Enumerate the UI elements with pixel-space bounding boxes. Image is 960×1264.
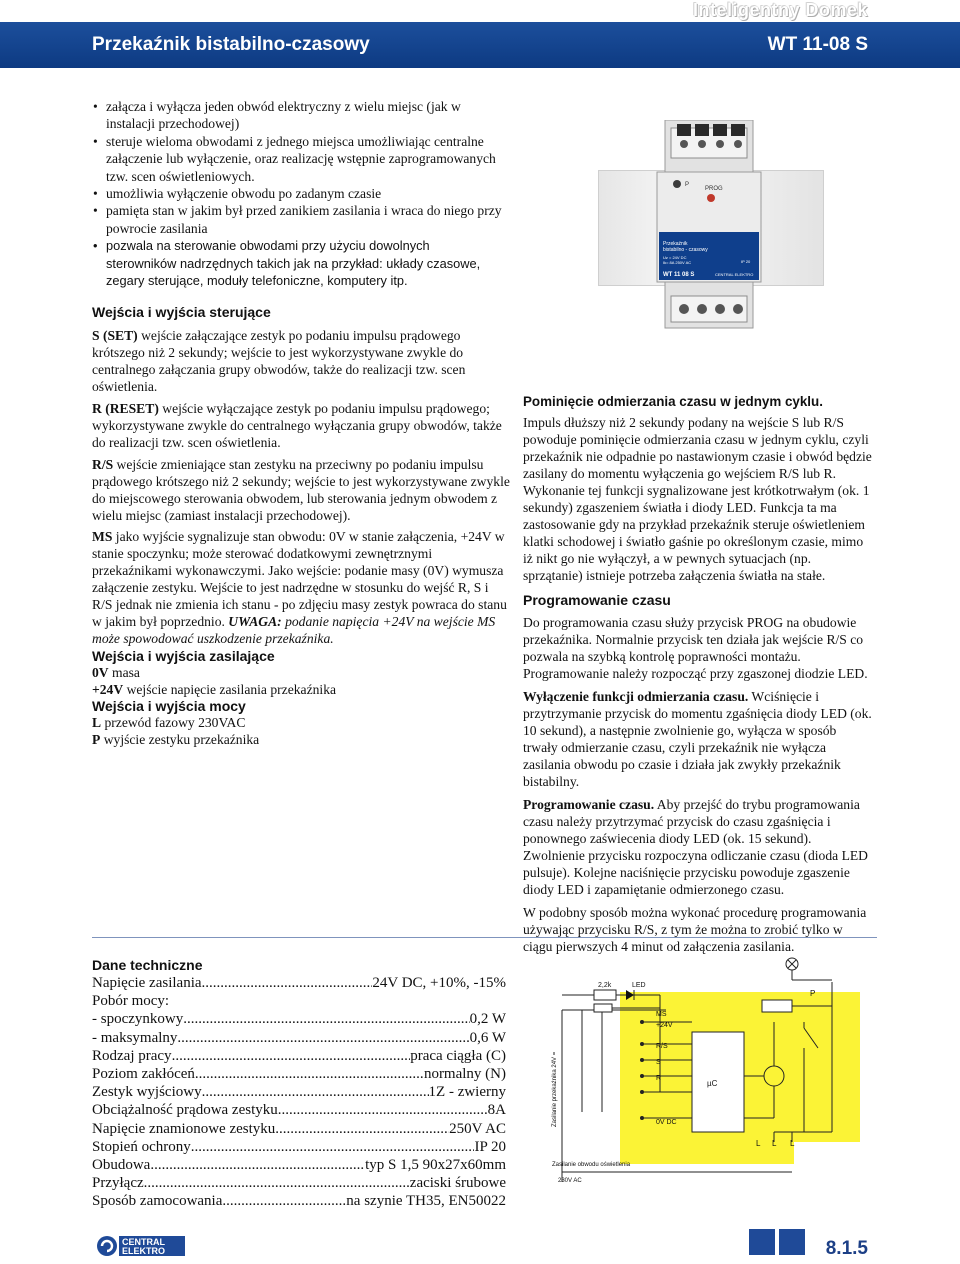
ac-label: 230V AC	[558, 1178, 582, 1184]
spec-label: Obudowa	[92, 1157, 151, 1174]
central-elektro-logo	[96, 1235, 188, 1257]
list-item: • steruje wieloma obwodami z jednego miejsca umożliwiając centralne załączenie lub wyłączenie, oraz realizację wstępnie zaprogramowanych tzw. scen oświetleniowych.	[92, 133, 502, 185]
spec-label: - maksymalny	[92, 1029, 178, 1046]
leader-dots	[144, 1174, 410, 1192]
leader-dots	[202, 1083, 429, 1101]
spec-label: Sposób zamocowania	[92, 1193, 223, 1210]
control-section	[92, 304, 512, 748]
pin-s: S	[656, 1059, 661, 1066]
page-title: Przekaźnik bistabilno-czasowy	[92, 34, 370, 55]
warning-text: podanie napięcia +24V na wejście MS może spowodować uszkodzenie przekaźnika.	[92, 614, 496, 646]
brand-title: Inteligentny Domek	[692, 0, 868, 20]
device-text: Ik= 8A 250V AC	[663, 260, 692, 265]
spec-value: na szynie TH35, EN50022	[346, 1193, 506, 1210]
warning-label: UWAGA:	[228, 614, 282, 629]
pin-l: L	[790, 1139, 795, 1148]
device-text: bistabilno - czasowy	[663, 247, 708, 253]
spec-label: Napięcie znamionowe zestyku	[92, 1120, 276, 1137]
list-item: • pozwala na sterowanie obwodami przy użyciu dowolnych sterowników nadrzędnych takich jak na przykład: układy czasowe, zegary sterujące, moduły telefoniczne, komputery itp.	[92, 237, 502, 289]
table-row	[92, 1120, 506, 1138]
spec-value: typ S 1,5 90x27x60mm	[365, 1157, 506, 1174]
spec-value: normalny (N)	[423, 1066, 506, 1083]
spec-label: Przyłącz	[92, 1175, 144, 1192]
table-row	[92, 1101, 506, 1119]
section-heading: Pominięcie odmierzania czasu w jednym cyklu.	[523, 394, 823, 409]
section-heading: Dane techniczne	[92, 957, 203, 973]
paragraph	[92, 681, 512, 698]
definition: przewód fazowy 230VAC	[101, 715, 246, 730]
microcontroller	[692, 1032, 744, 1132]
leader-dots	[183, 1010, 469, 1028]
spec-label: Napięcie zasilania	[92, 975, 202, 991]
spec-value: 1Z - zwierny	[428, 1084, 506, 1101]
paragraph	[523, 688, 873, 790]
footer-square	[779, 1229, 805, 1255]
paragraph	[92, 327, 512, 395]
paragraph	[92, 456, 512, 524]
skip-section	[523, 394, 873, 955]
spec-value: 0,2 W	[469, 1011, 506, 1028]
definition: wejście wyłączające zestyk po podaniu impulsu prądowego; wykorzystywane zwykle do centralnego wyłączania grupy obwodów, także do realizacji tzw. scen oświetlenia.	[92, 401, 502, 450]
list-item: • umożliwia wyłączenie obwodu po zadanym czasie	[92, 185, 502, 202]
table-row	[92, 1010, 506, 1028]
section-heading: Wejścia i wyjścia zasilające	[92, 648, 275, 664]
pin-rs: R/S	[656, 1043, 668, 1050]
table-row	[92, 974, 506, 992]
lighting-label: Zasilanie obwodu oświetlenia	[552, 1162, 631, 1168]
device-photo	[655, 120, 763, 330]
table-row	[92, 992, 506, 1010]
list-item: • załącza i wyłącza jeden obwód elektryczny z wielu miejsc (jak w instalacji przechodowej)	[92, 98, 502, 133]
paragraph	[92, 528, 512, 647]
leader-dots	[278, 1101, 488, 1119]
divider	[92, 937, 877, 938]
spec-value: 24V DC, +10%, -15%	[372, 975, 506, 991]
paragraph	[523, 796, 873, 898]
spec-label: Rodzaj pracy	[92, 1047, 172, 1064]
page-number: 8.1.5	[825, 1238, 868, 1259]
spec-value: 8A	[487, 1102, 506, 1119]
pin-p: P	[810, 989, 816, 998]
device-text: IP 20	[741, 259, 751, 264]
term: Programowanie czasu.	[523, 797, 655, 812]
pin-0v: 0V DC	[656, 1119, 677, 1126]
section-heading: Programowanie czasu	[523, 592, 671, 608]
pin-r: R	[656, 1075, 662, 1082]
definition: wyjście zestyku przekaźnika	[100, 732, 260, 747]
leader-dots	[172, 1047, 411, 1065]
resistor-label: 2,2k	[598, 982, 612, 989]
spec-label: Poziom zakłóceń	[92, 1066, 195, 1083]
leader-dots	[150, 1156, 365, 1174]
device-text: Uz = 24V DC	[663, 255, 687, 260]
footer-square	[749, 1229, 775, 1255]
paragraph: Do programowania czasu służy przycisk PROG na obudowie przekaźnika. Normalnie przycisk ten działa jak wejście R/S co pozwala na szybką kontrolę poprawności montażu. Programowanie należy rozpocząć przy zgaszonej diodzie LED.	[523, 615, 868, 681]
logo-bottom: ELEKTRO	[122, 1246, 166, 1256]
paragraph: Impuls dłuższy niż 2 sekundy podany na wejście S lub R/S powoduje pominięcie odmierzania czasu w jednym cyklu, czyli przekaźnik nie odpadnie po nastawionym czasie i obwód będzie zasilany do momentu wyłączenia go wejściem R/S lub R. Wykonanie tej funkcji sygnalizowane jest krótkotrwałym (ok. 1 sekundy) zgaszeniem światła i diody LED. Funkcja ta ma zastosowanie gdy na przykład przekaźnik steruje oświetleniem klatki schodowej i światło gaśnie po określonym czasie, mimo iż nikt go nie wyłączył, a w pewnych sytuacjach (np. sprzątanie) istnieje potrzeba załączenia światła na stałe.	[523, 415, 872, 583]
leader-dots	[177, 1029, 469, 1047]
definition: wejście załączające zestyk po podaniu impulsu prądowego krótszego niż 2 sekundy; wejście to jest wykorzystywane zwykle do centralnego załączania grupy obwodów, także do realizacji tzw. scen oświetlenia.	[92, 328, 466, 394]
definition: masa	[108, 665, 140, 680]
circuit-diagram	[542, 952, 882, 1184]
device-label-p: P	[685, 182, 690, 188]
device-brand: CENTRAL ELEKTRO	[715, 272, 754, 277]
paragraph	[92, 664, 512, 681]
device-label-prog: PROG	[705, 186, 723, 192]
uc-label: µC	[707, 1079, 718, 1088]
leader-dots	[222, 1192, 346, 1210]
term: R (RESET)	[92, 401, 159, 416]
device-text: Przekaźnik	[663, 241, 688, 247]
table-row	[92, 1029, 506, 1047]
pin-24v: +24V	[656, 1022, 673, 1029]
paragraph: W podobny sposób można wykonać procedurę programowania używając przycisku R/S, z tym że można to zrobić tylko w ciągu pierwszych 4 minut od załączenia zasilania.	[523, 905, 867, 954]
section-heading: Wejścia i wyjścia sterujące	[92, 304, 271, 320]
definition: wejście napięcie zasilania przekaźnika	[123, 682, 337, 697]
supply-label: Zasilanie przekaźnika 24V =	[552, 1051, 558, 1127]
term: R/S	[92, 457, 114, 472]
spec-label: Obciążalność prądowa zestyku	[92, 1102, 278, 1119]
logo-top: CENTRAL	[122, 1237, 165, 1247]
leader-dots	[275, 1120, 449, 1138]
definition: Aby przejść do trybu programowania czasu należy przytrzymać przycisk do czasu zgaśnięcia i ponownego zaświecenia diody LED (ok. 15 sekund). Zwolnienie przycisku rozpoczyna odliczanie czasu (dioda LED pulsuje). Kolejne naciśnięcie przycisku powoduje zgaszenie diody LED i zapamiętanie odmierzonego czasu.	[523, 797, 868, 897]
tech-table	[92, 974, 506, 1211]
list-item: • pamięta stan w jakim był przed zanikiem zasilania i wraca do niego przy powrocie zasilania	[92, 202, 502, 237]
table-row	[92, 1047, 506, 1065]
header-bar	[0, 22, 960, 68]
leader-dots	[195, 1065, 424, 1083]
definition: wejście zmieniające stan zestyku na przeciwny po podaniu impulsu prądowego krótszego niż 2 sekundy; wejście to jest wykorzystywane zwykle do miejscowego sterowania obwodem, lub sterowania jednym obwodem z wielu miejsc (zamiast instalacji przechodowej).	[92, 457, 510, 523]
table-row	[92, 1174, 506, 1192]
table-row	[92, 1192, 506, 1210]
table-row	[92, 1065, 506, 1083]
tech-data	[92, 957, 506, 1211]
term: MS	[92, 529, 113, 544]
pin-ms: MS	[656, 1011, 667, 1018]
leader-dots	[202, 974, 373, 992]
definition: jako wyjście sygnalizuje stan obwodu: 0V w stanie załączenia, +24V w stanie spoczynku; może sterować dodatkowymi zewnętrznymi przekaźnikami wykonawczymi. Jako wejście: podanie masy (0V) wymusza załączenie zestyku. Wejście to jest nadrzędne w stosunku do wejść R, S i R/S jednak nie zmienia ich stanu - po zdjęciu masy zestyk powraca do stanu w jakim był poprzednio.	[92, 529, 507, 629]
model-number: WT 11-08 S	[767, 34, 868, 55]
paragraph	[92, 400, 512, 451]
spec-label: - spoczynkowy	[92, 1011, 184, 1028]
spec-value: 250V AC	[449, 1120, 506, 1137]
paragraph	[92, 731, 512, 748]
table-row	[92, 1083, 506, 1101]
table-row	[92, 1138, 506, 1156]
pin-l: L	[756, 1139, 761, 1148]
spec-value: praca ciągła (C)	[410, 1047, 506, 1064]
term: S (SET)	[92, 328, 138, 343]
term: +24V	[92, 682, 124, 697]
led-label: LED	[632, 982, 646, 989]
leader-dots	[191, 1138, 475, 1156]
device-model: WT 11 08 S	[663, 272, 695, 278]
section-heading: Wejścia i wyjścia mocy	[92, 698, 246, 714]
term: 0V	[92, 665, 109, 680]
term: P	[92, 732, 101, 747]
spec-value: IP 20	[474, 1138, 506, 1155]
pin-l: L	[772, 1139, 777, 1148]
definition: Wciśnięcie i przytrzymanie przycisk do momentu zgaśnięcia diody LED (ok. 10 sekund), a następnie zwolnienie go, wyłącza w sposób trwały odmierzanie czasu, czyli przekaźnik nie wyłącza zasilania obwodu po czasie i działa jak zwykły przekaźnik bistabilny.	[523, 689, 872, 789]
feature-list	[92, 98, 502, 289]
spec-label: Zestyk wyjściowy	[92, 1084, 202, 1101]
term: Wyłączenie funkcji odmierzania czasu.	[523, 689, 749, 704]
spec-label: Stopień ochrony	[92, 1138, 191, 1155]
term: L	[92, 715, 102, 730]
spec-label: Pobór mocy:	[92, 993, 170, 1010]
table-row	[92, 1156, 506, 1174]
spec-value: 0,6 W	[469, 1029, 506, 1046]
spec-value: zaciski śrubowe	[409, 1175, 506, 1192]
paragraph	[92, 714, 512, 731]
